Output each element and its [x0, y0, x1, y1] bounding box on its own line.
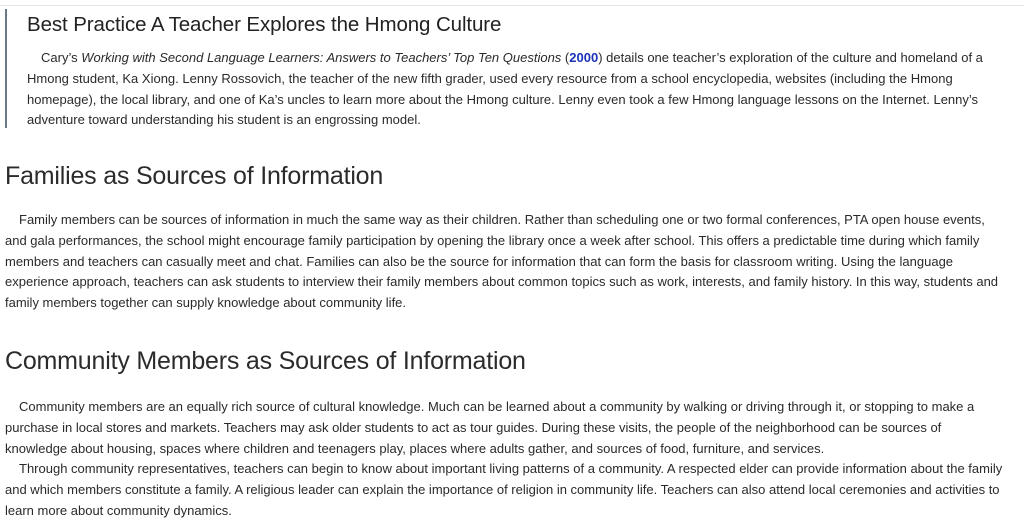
callout-title: Best Practice A Teacher Explores the Hmong Culture — [27, 13, 502, 36]
callout-paren-open: ( — [561, 50, 570, 65]
callout-book-title: Working with Second Language Learners: Answers to Teachers’ Top Ten Questions — [81, 50, 562, 65]
families-paragraph: Family members can be sources of information in much the same way as their children. Rather than scheduling one or two formal conferences, PTA open house events, and gala performances, the school might encourage family participation by opening the library once a week after school. This offers a predictable time during which family members and teachers can casually meet and chat. Families can also be the source for information that can form the basis for classroom writing. Using the language experience approach, teachers can ask students to interview their family members about common topics such as work, interests, and family history. In this way, students and family members together can supply knowledge about community life. — [5, 212, 999, 311]
citation-year-link[interactable]: 2000 — [569, 50, 599, 65]
families-heading: Families as Sources of Information — [5, 162, 384, 190]
callout-body — [27, 48, 992, 131]
community-paragraph-2: Through community representatives, teachers can begin to know about important living patterns of a community. A respected elder can provide information about the family and which members constitute a family. A religious leader can explain the importance of religion in community life. Teachers can also attend local ceremonies and activities to learn more about community dynamics. — [5, 461, 1003, 518]
top-divider — [0, 5, 1024, 6]
callout-author: Cary’s — [41, 50, 82, 65]
best-practice-callout — [5, 9, 1005, 128]
community-heading: Community Members as Sources of Information — [5, 347, 526, 375]
callout-body-text: ) details one teacher’s exploration of the culture and homeland of a Hmong student, Ka Xiong. Lenny Rossovich, the teacher of the new fifth grader, used every resource from a school encyclopedia, websites (including the Hmong homepage), the local library, and one of Ka’s uncles to learn more about the Hmong culture. Lenny even took a few Hmong language lessons on the Internet. Lenny’s adventure toward understanding his student is an engrossing model. — [27, 50, 983, 128]
community-paragraph-1: Community members are an equally rich source of cultural knowledge. Much can be learned about a community by walking or driving through it, or stopping to make a purchase in local stores and markets. Teachers may ask older students to act as tour guides. During these visits, the people of the neighborhood can be sources of knowledge about housing, spaces where children and teenagers play, places where adults gather, and sources of food, furniture, and services. — [5, 399, 975, 456]
